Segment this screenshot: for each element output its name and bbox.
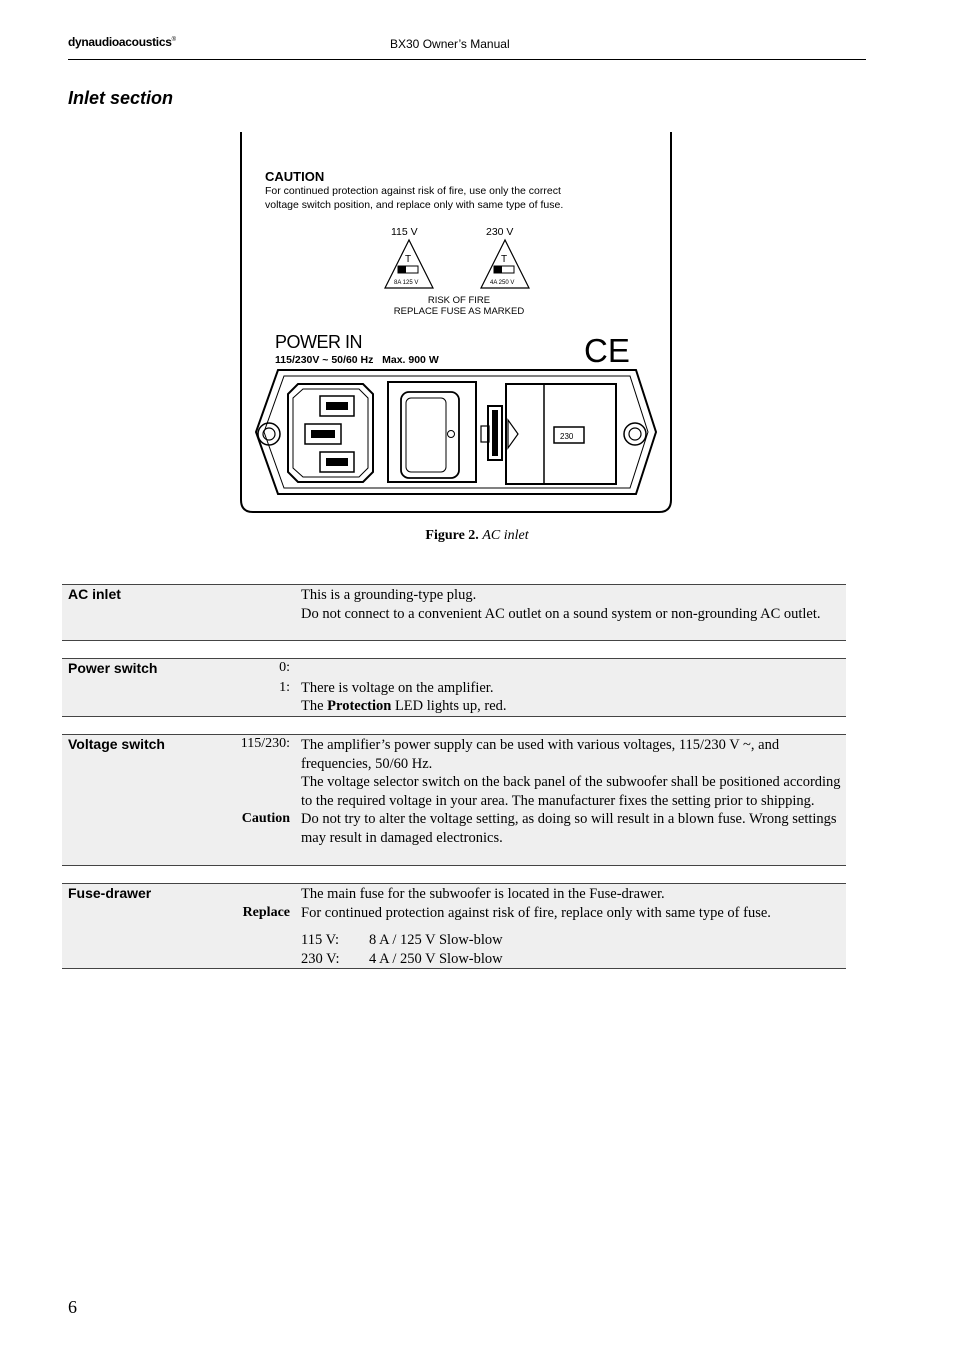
fuse-drawer-section	[62, 883, 846, 969]
replace-key: Replace	[242, 904, 290, 920]
power-in-label: POWER IN	[275, 332, 363, 352]
page-header	[68, 33, 866, 60]
caution-line-2: voltage switch position, and replace only with same type of fuse.	[265, 199, 564, 211]
power-switch-key-1: 1:	[279, 679, 290, 695]
fuse-warning-230-icon	[481, 240, 529, 288]
section-label-fuse-drawer: Fuse-drawer	[68, 885, 152, 901]
section-label-power-switch: Power switch	[68, 660, 158, 676]
page-number: 6	[68, 1297, 77, 1317]
triangle-letter-right: T	[501, 254, 508, 265]
caution-key: Caution	[241, 811, 290, 826]
section-title: Inlet section	[68, 88, 174, 108]
fuse-drawer-text-1: The main fuse for the subwoofer is located in the Fuse-drawer.	[301, 886, 665, 902]
ac-inlet-text-2: Do not connect to a convenient AC outlet on a sound system or non-grounding AC outlet.	[301, 605, 821, 622]
section-label-ac-inlet: AC inlet	[68, 586, 121, 602]
fuse-drawer-icon	[481, 384, 616, 484]
power-switch-key-0: 0:	[279, 660, 290, 675]
ce-mark-icon: CE	[584, 332, 630, 369]
fuse-left-label: 8A 125 V	[394, 280, 419, 286]
ac-inlet-section	[62, 584, 846, 641]
triangle-letter-left: T	[405, 254, 412, 265]
risk-of-fire-label: RISK OF FIRE	[427, 295, 491, 306]
selector-value: 230	[560, 432, 574, 441]
ac-inlet-figure	[238, 130, 674, 516]
power-spec-label: 115/230V ~ 50/60 Hz Max. 900 W	[275, 354, 439, 366]
voltage-230-label: 230 V	[486, 226, 514, 238]
ac-inlet-text-1: This is a grounding-type plug.	[301, 587, 477, 603]
screw-right-icon	[624, 423, 646, 445]
caution-line-1: For continued protection against risk of fire, use only the correct	[265, 185, 561, 197]
fuse-spec-row: 115 V: 8 A / 125 V Slow-blow	[301, 932, 503, 948]
brand-logo: dynaudioacoustics®	[68, 35, 176, 49]
fuse-spec-row: 230 V: 4 A / 250 V Slow-blow	[301, 950, 503, 967]
caution-title: CAUTION	[265, 169, 325, 184]
fuse-warning-115-icon	[385, 240, 433, 288]
document-title: BX30 Owner’s Manual	[390, 37, 510, 51]
iec-socket-icon	[288, 384, 373, 482]
power-switch-text-2: The Protection LED lights up, red.	[301, 698, 507, 714]
voltage-115-label: 115 V	[391, 226, 418, 238]
voltage-switch-caution-text: Do not try to alter the voltage setting, as doing so will result in a blown fuse. Wrong settings may result in damaged electronics.	[301, 811, 837, 846]
fuse-drawer-text-2: For continued protection against risk of fire, replace only with same type of fuse.	[301, 904, 771, 921]
screw-left-icon	[258, 423, 280, 445]
figure-caption: Figure 2. AC inlet	[425, 528, 529, 543]
voltage-switch-key: 115/230:	[240, 736, 290, 751]
voltage-switch-text-1: The amplifier’s power supply can be used with various voltages, 115/230 V ~, and frequencies, 50/60 Hz.	[301, 737, 780, 772]
fuse-right-label: 4A 250 V	[490, 280, 515, 286]
power-switch-section	[62, 658, 846, 717]
voltage-switch-section	[62, 734, 846, 866]
power-switch-icon	[388, 382, 476, 482]
voltage-switch-text-2: The voltage selector switch on the back panel of the subwoofer shall be positioned according to the required voltage in your area. The manufacturer fixes the setting prior to shipping.	[301, 774, 841, 809]
power-switch-text-1: There is voltage on the amplifier.	[301, 679, 494, 696]
section-label-voltage-switch: Voltage switch	[68, 736, 165, 752]
replace-fuse-label: REPLACE FUSE AS MARKED	[393, 306, 525, 317]
